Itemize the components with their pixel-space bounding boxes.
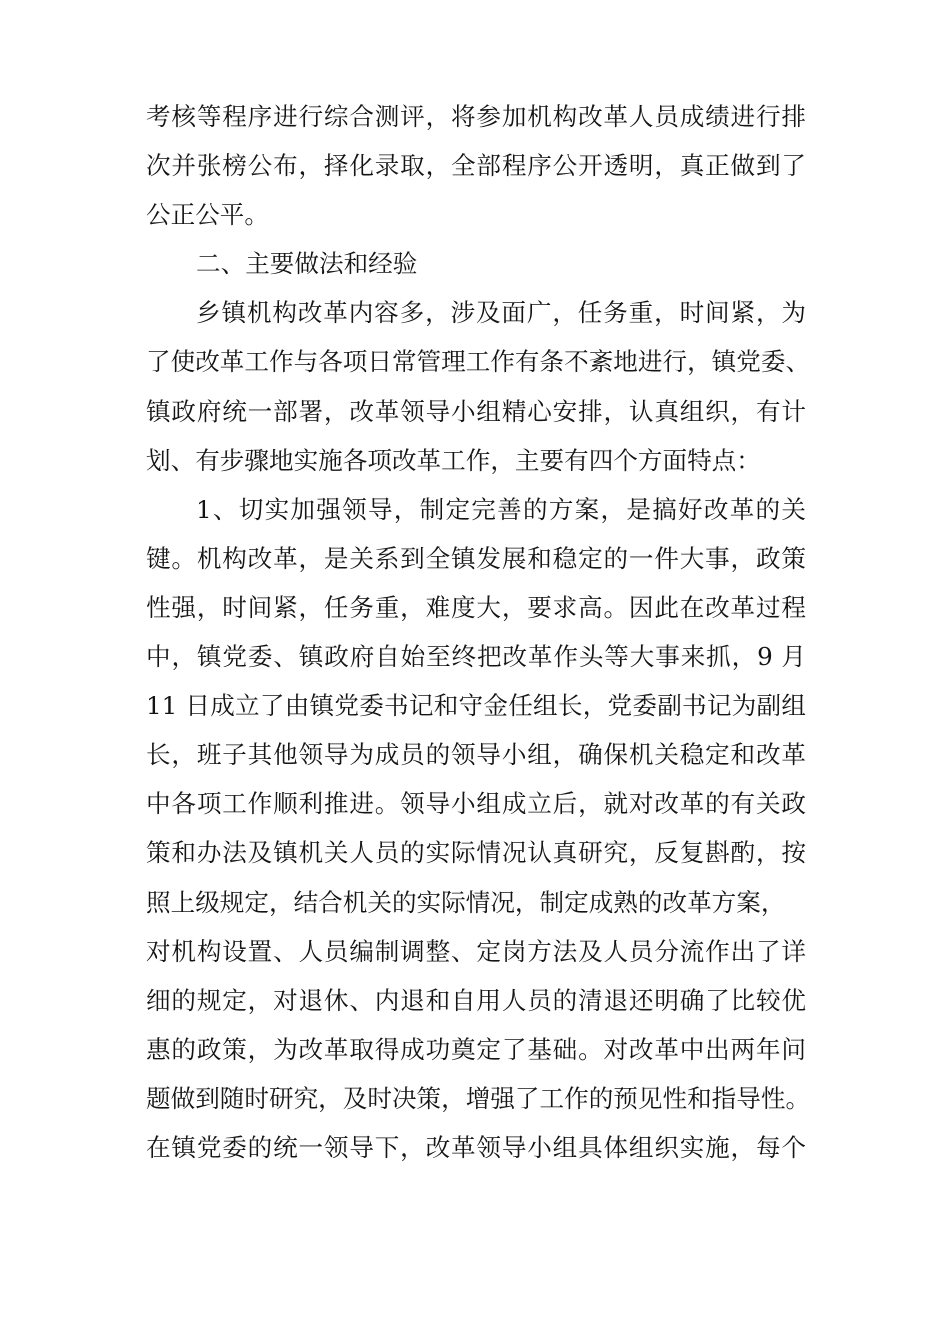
body-line: 中各项工作顺利推进。领导小组成立后，就对改革的有关政	[146, 789, 806, 819]
body-line: 11 日成立了由镇党委书记和守金任组长，党委副书记为副组	[146, 691, 806, 721]
body-line: 题做到随时研究，及时决策，增强了工作的预见性和指导性。	[146, 1083, 811, 1113]
body-line: 镇政府统一部署，改革领导小组精心安排，认真组织，有计	[146, 396, 806, 426]
body-line: 公正公平。	[146, 200, 269, 230]
body-line: 策和办法及镇机关人员的实际情况认真研究，反复斟酌，按	[146, 838, 806, 868]
body-line: 键。机构改革，是关系到全镇发展和稳定的一件大事，政策	[146, 543, 806, 573]
body-line: 性强，时间紧，任务重，难度大，要求高。因此在改革过程	[146, 592, 806, 622]
body-line: 细的规定，对退休、内退和自用人员的清退还明确了比较优	[146, 985, 806, 1015]
body-line: 了使改革工作与各项日常管理工作有条不紊地进行，镇党委、	[146, 347, 811, 377]
body-line: 长，班子其他领导为成员的领导小组，确保机关稳定和改革	[146, 740, 806, 770]
body-line: 1、切实加强领导，制定完善的方案，是搞好改革的关	[196, 494, 806, 524]
body-line: 考核等程序进行综合测评，将参加机构改革人员成绩进行排	[146, 102, 806, 131]
body-line: 划、有步骤地实施各项改革工作，主要有四个方面特点：	[146, 445, 761, 475]
section-heading: 二、主要做法和经验	[196, 249, 418, 279]
body-line: 惠的政策，为改革取得成功奠定了基础。对改革中出两年问	[146, 1034, 806, 1064]
body-line: 中，镇党委、镇政府自始至终把改革作头等大事来抓，9 月	[146, 642, 806, 672]
body-line: 照上级规定，结合机关的实际情况，制定成熟的改革方案，	[146, 887, 786, 917]
body-line: 在镇党委的统一领导下，改革领导小组具体组织实施，每个	[146, 1132, 806, 1162]
body-line: 次并张榜公布，择化录取，全部程序公开透明，真正做到了	[146, 151, 806, 181]
body-line: 乡镇机构改革内容多，涉及面广，任务重，时间紧，为	[196, 298, 806, 328]
body-line: 对机构设置、人员编制调整、定岗方法及人员分流作出了详	[146, 936, 806, 966]
document-body	[146, 92, 811, 1172]
